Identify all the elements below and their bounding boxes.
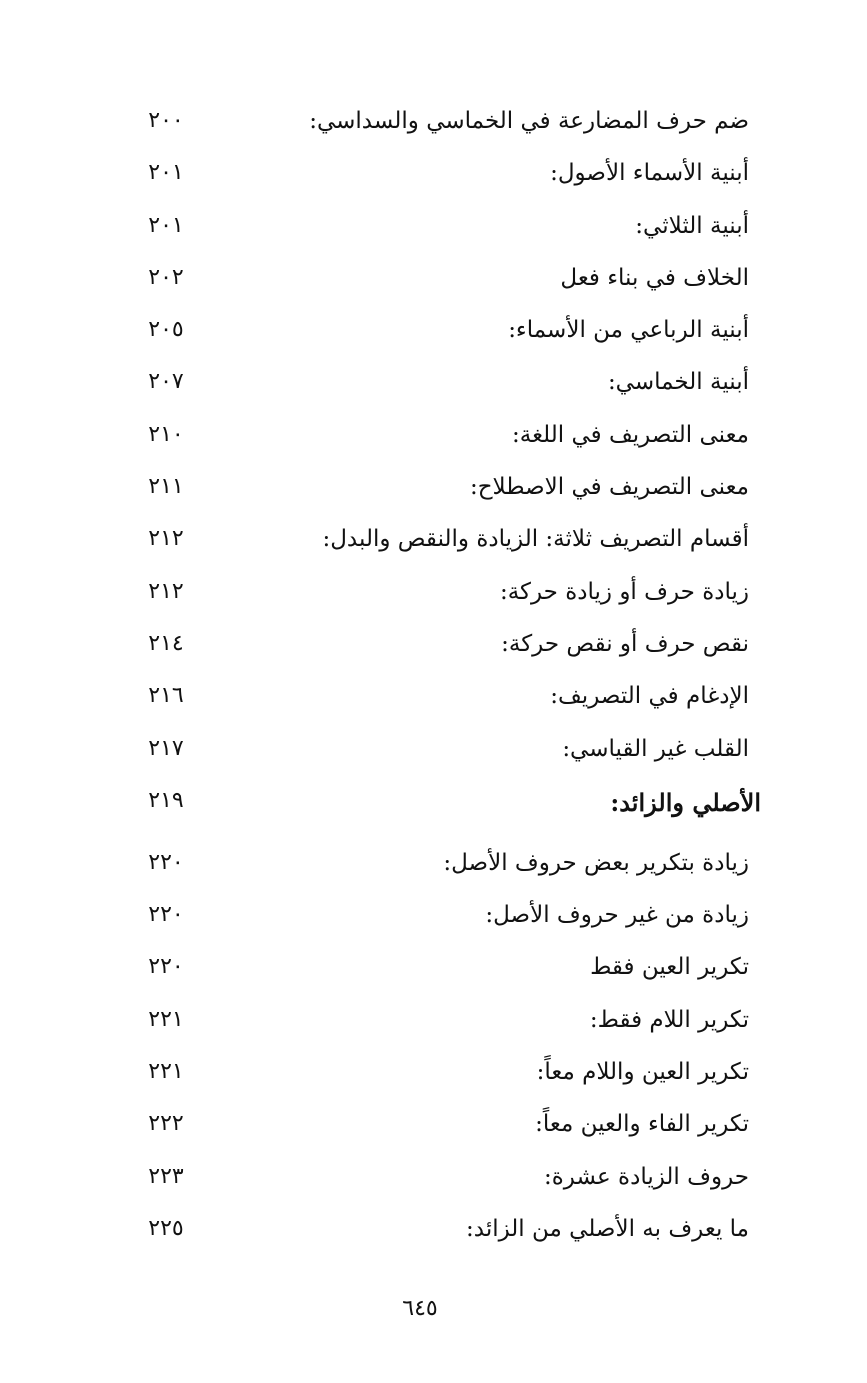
toc-entry-page: ٢٠٠	[148, 108, 184, 133]
toc-entry-page: ٢١٤	[148, 630, 184, 656]
toc-entry-title: ضم حرف المضارعة في الخماسي والسداسي:	[309, 108, 749, 134]
toc-entry	[0, 464, 867, 516]
toc-entry-page: ٢٢٠	[148, 954, 184, 980]
toc-entry-title: حروف الزيادة عشرة:	[543, 1163, 749, 1190]
toc-entry-title: معنى التصريف في الاصطلاح:	[469, 474, 749, 501]
toc-entry-title: زيادة من غير حروف الأصل:	[485, 902, 749, 929]
toc-entry-title: تكرير اللام فقط:	[589, 1006, 749, 1033]
toc-entry-title: زيادة بتكرير بعض حروف الأصل:	[443, 849, 749, 876]
table-of-contents	[0, 98, 867, 1258]
toc-entry-page: ٢١٢	[148, 526, 184, 552]
toc-entry-title: أبنية الأسماء الأصول:	[550, 160, 749, 187]
toc-section-heading	[0, 778, 867, 834]
toc-entry-title: ما يعرف به الأصلي من الزائد:	[466, 1215, 749, 1242]
toc-entry-title: الخلاف في بناء فعل	[560, 264, 749, 291]
toc-entry-page: ٢٢١	[148, 1006, 184, 1032]
toc-entry-page: ٢٠١	[148, 212, 184, 238]
toc-section-page: ٢١٩	[148, 787, 184, 813]
toc-entry-page: ٢١٠	[148, 421, 184, 447]
toc-entry	[0, 307, 867, 359]
toc-entry	[0, 98, 867, 150]
toc-entry-page: ٢٢٠	[148, 849, 184, 875]
page-number: ٦٤٥	[402, 1296, 438, 1321]
toc-entry-page: ٢١٢	[148, 578, 184, 604]
toc-entry-title: زيادة حرف أو زيادة حركة:	[499, 578, 749, 605]
toc-entry-page: ٢٢٥	[148, 1215, 184, 1241]
toc-entry	[0, 359, 867, 411]
toc-entry-page: ٢٠٧	[148, 369, 184, 395]
toc-entry	[0, 1206, 867, 1258]
toc-entry	[0, 621, 867, 673]
toc-entry-title: القلب غير القياسي:	[562, 735, 749, 762]
toc-entry-page: ٢٢١	[148, 1059, 184, 1085]
toc-entry	[0, 150, 867, 202]
toc-entry-title: أبنية الثلاثي:	[635, 212, 749, 239]
toc-entry	[0, 412, 867, 464]
toc-entry	[0, 1049, 867, 1101]
toc-entry-title: معنى التصريف في اللغة:	[512, 421, 749, 448]
toc-entry-page: ٢٠٥	[148, 317, 184, 343]
toc-section-title: الأصلي والزائد:	[610, 787, 761, 817]
toc-entry	[0, 840, 867, 892]
toc-entry-title: تكرير العين فقط	[590, 954, 749, 981]
toc-entry	[0, 1101, 867, 1153]
toc-entry-page: ٢١٦	[148, 683, 184, 709]
toc-entry-page: ٢٢٠	[148, 902, 184, 928]
toc-entry-title: تكرير الفاء والعين معاً:	[535, 1111, 749, 1138]
toc-entry	[0, 892, 867, 944]
toc-entry	[0, 569, 867, 621]
toc-entry-title: نقص حرف أو نقص حركة:	[501, 630, 749, 657]
toc-entry-page: ٢٢٣	[148, 1163, 184, 1189]
toc-entry	[0, 997, 867, 1049]
toc-entry-page: ٢٠٢	[148, 264, 184, 290]
toc-entry-page: ٢١١	[148, 474, 184, 500]
toc-entry-title: أبنية الخماسي:	[607, 369, 749, 396]
toc-entry	[0, 203, 867, 255]
toc-entry-title: أبنية الرباعي من الأسماء:	[508, 317, 749, 344]
toc-entry	[0, 516, 867, 568]
toc-entry-page: ٢٠١	[148, 160, 184, 186]
toc-entry-title: الإدغام في التصريف:	[550, 683, 749, 710]
toc-entry-title: أقسام التصريف ثلاثة: الزيادة والنقص والبدل:	[322, 526, 749, 553]
toc-entry-page: ٢١٧	[148, 735, 184, 761]
toc-entry	[0, 726, 867, 778]
toc-entry	[0, 1154, 867, 1206]
toc-entry-page: ٢٢٢	[148, 1111, 184, 1137]
toc-entry	[0, 944, 867, 996]
toc-entry	[0, 673, 867, 725]
toc-entry-title: تكرير العين واللام معاً:	[536, 1059, 749, 1086]
toc-entry	[0, 255, 867, 307]
